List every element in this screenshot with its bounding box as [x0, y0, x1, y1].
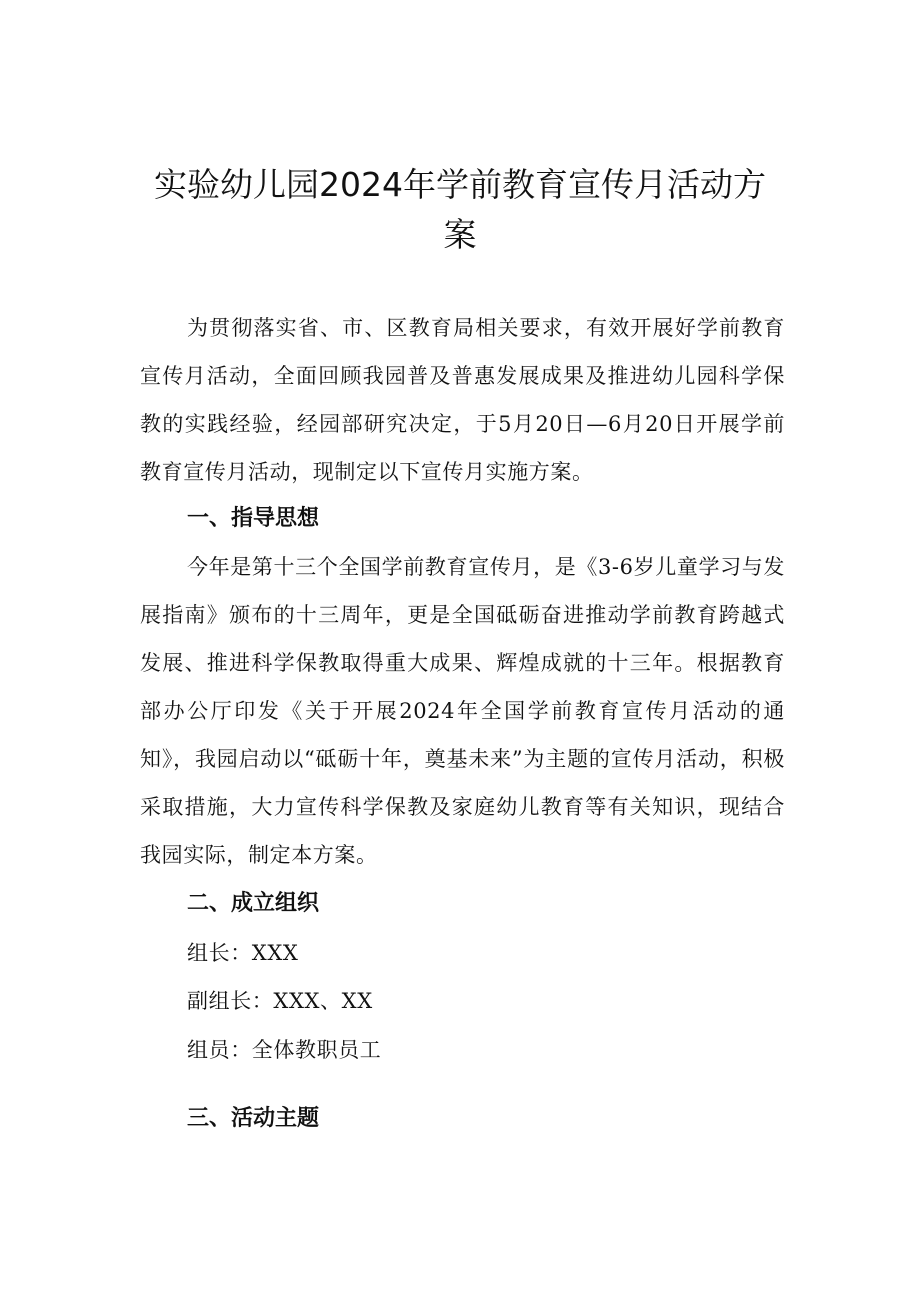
guiding-ideology-paragraph: 今年是第十三个全国学前教育宣传月，是《3-6岁儿童学习与发展指南》颁布的十三周年，更是全国砥砺奋进推动学前教育跨越式发展、推进科学保教取得重大成果、辉煌成就的十三年。根据教育部办公厅印发《关于开展2024年全国学前教育宣传月活动的通知》，我园启动以“砥砺十年，奠基未来”为主题的宣传月活动，积极采取措施，大力宣传科学保教及家庭幼儿教育等有关知识，现结合我园实际，制定本方案。 [140, 555, 785, 867]
section-heading-activity-theme: 三、活动主题 [187, 1106, 320, 1131]
section-heading-guiding-ideology: 一、指导思想 [187, 506, 320, 531]
member-line-leader: 组长：XXX [187, 941, 299, 965]
intro-paragraph: 为贯彻落实省、市、区教育局相关要求，有效开展好学前教育宣传月活动，全面回顾我园普及普惠发展成果及推进幼儿园科学保教的实践经验，经园部研究决定，于5月20日—6月20日开展学前教育宣传月活动，现制定以下宣传月实施方案。 [140, 316, 785, 484]
document-title: 实验幼儿园2024年学前教育宣传月活动方案 [154, 165, 766, 254]
member-line-members: 组员：全体教职员工 [187, 1038, 382, 1062]
section-heading-organization: 二、成立组织 [187, 891, 320, 916]
member-line-deputy-leader: 副组长：XXX、XX [187, 989, 373, 1013]
